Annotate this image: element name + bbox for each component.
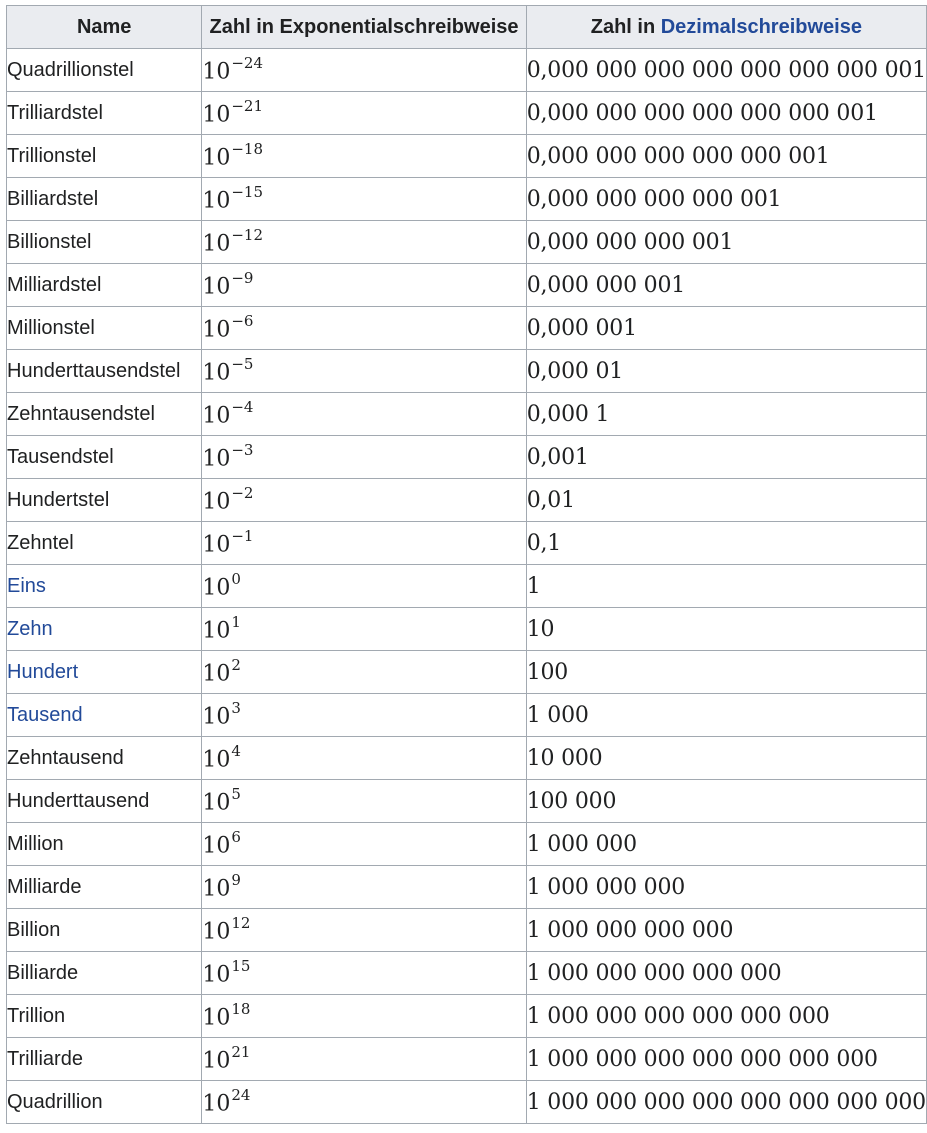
row-name-cell — [7, 608, 202, 651]
row-exponential-cell — [202, 952, 526, 995]
exponent-base: 10 — [202, 145, 231, 171]
row-exponential-cell — [202, 436, 526, 479]
exponent-base: 10 — [202, 403, 231, 429]
exponent-base: 10 — [202, 876, 231, 902]
table-body — [7, 49, 927, 1124]
row-exponential-cell — [202, 608, 526, 651]
row-exponential-cell — [202, 92, 526, 135]
decimal-value: 1 000 000 000 — [526, 874, 686, 900]
row-name: Milliarde — [7, 875, 82, 898]
row-name: Billiardstel — [7, 187, 99, 210]
row-decimal-cell — [526, 92, 926, 135]
row-name-cell — [7, 651, 202, 694]
table-row — [7, 307, 927, 350]
row-name: Million — [7, 832, 64, 855]
exponent-base: 10 — [202, 618, 231, 644]
row-name: Quadrillion — [7, 1090, 103, 1113]
exponent-power: −15 — [231, 182, 264, 201]
exponent-base: 10 — [202, 231, 231, 257]
exponent-base: 10 — [202, 704, 231, 730]
table-row — [7, 135, 927, 178]
row-name-cell — [7, 909, 202, 952]
exponent-power: 24 — [231, 1085, 251, 1104]
decimal-value: 0,000 000 000 001 — [526, 229, 734, 255]
row-name-cell — [7, 522, 202, 565]
row-name-cell — [7, 49, 202, 92]
exponent-power: −18 — [231, 139, 264, 158]
decimal-value: 1 000 000 000 000 000 000 — [526, 1003, 830, 1029]
decimal-value: 0,000 000 000 000 000 000 001 — [526, 100, 878, 126]
decimal-value: 0,000 001 — [526, 315, 637, 341]
row-exponential-cell — [202, 823, 526, 866]
row-name-cell — [7, 780, 202, 823]
dezimalschreibweise-link[interactable]: Dezimalschreibweise — [660, 15, 862, 38]
decimal-value: 0,000 000 000 000 001 — [526, 186, 782, 212]
decimal-value: 1 000 000 000 000 — [526, 917, 734, 943]
row-name-cell — [7, 995, 202, 1038]
exponent-base: 10 — [202, 919, 231, 945]
row-exponential-cell — [202, 479, 526, 522]
row-exponential-cell — [202, 694, 526, 737]
row-exponential-cell — [202, 49, 526, 92]
row-decimal-cell — [526, 479, 926, 522]
exponent-base: 10 — [202, 274, 231, 300]
exponent-power: 21 — [231, 1042, 251, 1061]
row-decimal-cell — [526, 221, 926, 264]
exponent-power: 15 — [231, 956, 251, 975]
table-row — [7, 651, 927, 694]
table-row — [7, 737, 927, 780]
exponent-base: 10 — [202, 575, 231, 601]
exponent-base: 10 — [202, 317, 231, 343]
exponent-power: 4 — [231, 741, 241, 760]
exponent-base: 10 — [202, 446, 231, 472]
table-row — [7, 92, 927, 135]
table-row — [7, 780, 927, 823]
row-exponential-cell — [202, 1038, 526, 1081]
table-row — [7, 436, 927, 479]
row-decimal-cell — [526, 952, 926, 995]
row-name-cell — [7, 952, 202, 995]
row-name: Hundertstel — [7, 488, 110, 511]
row-decimal-cell — [526, 264, 926, 307]
table-row — [7, 823, 927, 866]
row-exponential-cell — [202, 995, 526, 1038]
exponent-power: −2 — [231, 483, 254, 502]
exponent-base: 10 — [202, 1091, 231, 1117]
header-row — [7, 6, 927, 49]
row-decimal-cell — [526, 307, 926, 350]
row-name-cell — [7, 1038, 202, 1081]
row-name-link[interactable]: Eins — [7, 574, 46, 597]
decimal-value: 0,001 — [526, 444, 589, 470]
row-exponential-cell — [202, 178, 526, 221]
exponent-power: 2 — [231, 655, 241, 674]
decimal-value: 1 000 000 000 000 000 000 000 — [526, 1046, 878, 1072]
row-exponential-cell — [202, 264, 526, 307]
exponent-base: 10 — [202, 1005, 231, 1031]
decimal-value: 1 — [526, 573, 541, 599]
row-name: Trilliardstel — [7, 101, 103, 124]
row-name: Hunderttausend — [7, 789, 150, 812]
table-row — [7, 1081, 927, 1124]
row-name-link[interactable]: Hundert — [7, 660, 79, 683]
row-name-cell — [7, 350, 202, 393]
column-header-exponential: Zahl in Exponentialschreibweise — [202, 6, 526, 49]
exponent-power: −9 — [231, 268, 254, 287]
exponent-power: −21 — [231, 96, 264, 115]
exponent-power: −5 — [231, 354, 254, 373]
row-name: Millionstel — [7, 316, 95, 339]
decimal-value: 100 000 — [526, 788, 617, 814]
row-exponential-cell — [202, 651, 526, 694]
row-name: Tausendstel — [7, 445, 114, 468]
row-decimal-cell — [526, 737, 926, 780]
exponent-base: 10 — [202, 59, 231, 85]
row-name: Zehntausendstel — [7, 402, 155, 425]
decimal-value: 0,000 000 001 — [526, 272, 686, 298]
exponent-base: 10 — [202, 102, 231, 128]
table-row — [7, 479, 927, 522]
row-name-cell — [7, 135, 202, 178]
row-decimal-cell — [526, 694, 926, 737]
decimal-value: 0,000 000 000 000 000 000 000 001 — [526, 57, 926, 83]
row-name-cell — [7, 565, 202, 608]
column-header-name: Name — [7, 6, 202, 49]
row-name: Hunderttausendstel — [7, 359, 181, 382]
row-name-cell — [7, 1081, 202, 1124]
row-name: Trillionstel — [7, 144, 97, 167]
row-name: Billionstel — [7, 230, 92, 253]
exponent-power: 12 — [231, 913, 251, 932]
column-header-decimal — [526, 6, 926, 49]
row-decimal-cell — [526, 651, 926, 694]
row-decimal-cell — [526, 565, 926, 608]
table-row — [7, 565, 927, 608]
row-decimal-cell — [526, 350, 926, 393]
table-row — [7, 350, 927, 393]
powers-of-ten-table — [6, 5, 927, 1124]
row-exponential-cell — [202, 909, 526, 952]
table-row — [7, 393, 927, 436]
row-exponential-cell — [202, 393, 526, 436]
exponent-power: −4 — [231, 397, 254, 416]
row-decimal-cell — [526, 135, 926, 178]
row-name-cell — [7, 694, 202, 737]
exponent-base: 10 — [202, 962, 231, 988]
table-row — [7, 952, 927, 995]
exponent-base: 10 — [202, 661, 231, 687]
decimal-value: 10 — [526, 616, 555, 642]
exponent-power: −12 — [231, 225, 264, 244]
decimal-value: 1 000 000 000 000 000 000 000 000 — [526, 1089, 926, 1115]
decimal-value: 0,000 1 — [526, 401, 610, 427]
row-name: Zehntausend — [7, 746, 124, 769]
row-decimal-cell — [526, 522, 926, 565]
row-name-cell — [7, 307, 202, 350]
table-row — [7, 608, 927, 651]
row-decimal-cell — [526, 178, 926, 221]
row-name-cell — [7, 866, 202, 909]
row-decimal-cell — [526, 909, 926, 952]
exponent-power: 9 — [231, 870, 241, 889]
row-name: Trillion — [7, 1004, 66, 1027]
row-name-cell — [7, 823, 202, 866]
row-name: Billiarde — [7, 961, 79, 984]
row-decimal-cell — [526, 995, 926, 1038]
exponent-base: 10 — [202, 489, 231, 515]
exponent-power: 18 — [231, 999, 251, 1018]
table-row — [7, 694, 927, 737]
row-name: Trilliarde — [7, 1047, 83, 1070]
exponent-power: 0 — [231, 569, 241, 588]
row-decimal-cell — [526, 436, 926, 479]
exponent-power: −3 — [231, 440, 254, 459]
row-decimal-cell — [526, 866, 926, 909]
exponent-base: 10 — [202, 532, 231, 558]
row-name-cell — [7, 178, 202, 221]
row-name-cell — [7, 221, 202, 264]
row-name: Billion — [7, 918, 61, 941]
exponent-base: 10 — [202, 790, 231, 816]
row-decimal-cell — [526, 1038, 926, 1081]
row-decimal-cell — [526, 608, 926, 651]
row-exponential-cell — [202, 522, 526, 565]
row-decimal-cell — [526, 49, 926, 92]
exponent-power: 1 — [231, 612, 241, 631]
exponent-power: 3 — [231, 698, 241, 717]
column-header-decimal-prefix: Zahl in — [590, 15, 661, 38]
row-name-cell — [7, 264, 202, 307]
row-decimal-cell — [526, 780, 926, 823]
exponent-base: 10 — [202, 360, 231, 386]
row-name-link[interactable]: Tausend — [7, 703, 83, 726]
table-row — [7, 264, 927, 307]
table-row — [7, 995, 927, 1038]
row-exponential-cell — [202, 1081, 526, 1124]
table-row — [7, 1038, 927, 1081]
exponent-power: 5 — [231, 784, 241, 803]
row-exponential-cell — [202, 737, 526, 780]
row-exponential-cell — [202, 350, 526, 393]
row-name-cell — [7, 737, 202, 780]
row-decimal-cell — [526, 823, 926, 866]
row-exponential-cell — [202, 221, 526, 264]
table-row — [7, 221, 927, 264]
table-row — [7, 866, 927, 909]
row-exponential-cell — [202, 307, 526, 350]
row-name-link[interactable]: Zehn — [7, 617, 53, 640]
row-name: Quadrillionstel — [7, 58, 134, 81]
row-name-cell — [7, 436, 202, 479]
row-name-cell — [7, 479, 202, 522]
table-row — [7, 522, 927, 565]
decimal-value: 100 — [526, 659, 569, 685]
decimal-value: 1 000 000 000 000 000 — [526, 960, 782, 986]
row-exponential-cell — [202, 866, 526, 909]
row-name: Zehntel — [7, 531, 74, 554]
exponent-power: −1 — [231, 526, 254, 545]
exponent-power: −6 — [231, 311, 254, 330]
decimal-value: 0,1 — [526, 530, 562, 556]
table-row — [7, 49, 927, 92]
exponent-base: 10 — [202, 833, 231, 859]
row-decimal-cell — [526, 393, 926, 436]
row-exponential-cell — [202, 135, 526, 178]
row-name-cell — [7, 393, 202, 436]
decimal-value: 1 000 — [526, 702, 589, 728]
decimal-value: 10 000 — [526, 745, 603, 771]
row-exponential-cell — [202, 565, 526, 608]
decimal-value: 0,01 — [526, 487, 575, 513]
exponent-power: −24 — [231, 53, 264, 72]
row-decimal-cell — [526, 1081, 926, 1124]
row-exponential-cell — [202, 780, 526, 823]
exponent-base: 10 — [202, 747, 231, 773]
table-row — [7, 178, 927, 221]
exponent-base: 10 — [202, 1048, 231, 1074]
exponent-power: 6 — [231, 827, 241, 846]
row-name-cell — [7, 92, 202, 135]
table-row — [7, 909, 927, 952]
exponent-base: 10 — [202, 188, 231, 214]
decimal-value: 1 000 000 — [526, 831, 637, 857]
decimal-value: 0,000 000 000 000 000 001 — [526, 143, 830, 169]
decimal-value: 0,000 01 — [526, 358, 624, 384]
row-name: Milliardstel — [7, 273, 102, 296]
